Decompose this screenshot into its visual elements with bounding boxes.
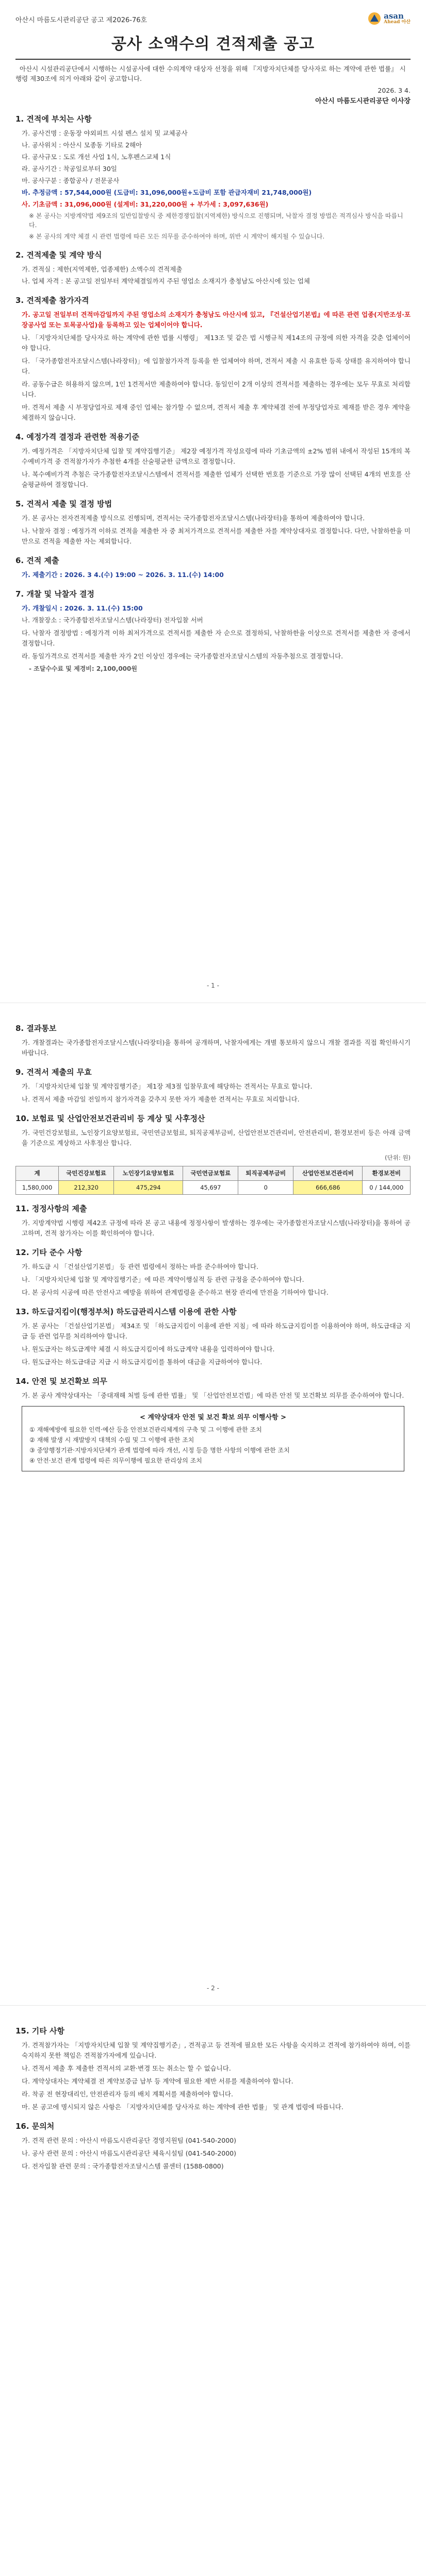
box-row: ① 재해예방에 필요한 인력·예산 등을 안전보건관리체계의 구축 및 그 이행에 관한 조치 [29,1426,262,1433]
safety-obligation-box [22,1406,404,1471]
logo-wordmark: asan Ahead 아산 [384,11,411,25]
section-paragraph: 가. 본 공사 계약상대자는 「중대재해 처벌 등에 관한 법률」 및 「산업안전보건법」에 따른 안전 및 보건확보 의무를 준수하여야 합니다. [22,1392,404,1399]
section-paragraph: 나. 「지방자치단체를 당사자로 하는 계약에 관한 법률 시행령」 제13조 및 같은 법 시행규칙 제14조의 규정에 의한 자격을 갖춘 업체이어야 합니다. [22,334,411,352]
table-cell: 0 / 144,000 [363,1181,411,1195]
contact-line: 가. 견적 관련 문의 : 아산시 마름도시관리공단 경영지원팀 (041-540-2000) [22,2137,237,2144]
table-header: 퇴직공제부금비 [238,1166,293,1181]
table-header: 노인장기요양보험료 [114,1166,183,1181]
fee-note: - 조달수수료 및 제경비: 2,100,000원 [29,665,137,672]
base-amount: 사. 기초금액 : 31,096,000원 (설계비: 31,220,000원 + 부가세 : 3,097,636원) [22,200,269,208]
contact-line: 다. 전자입찰 관련 문의 : 국가종합전자조달시스템 콜센터 (1588-0800) [22,2162,224,2170]
section-paragraph: 다. 계약상대자는 계약체결 전 계약보증금 납부 등 계약에 필요한 제반 서류를 제출하여야 합니다. [22,2077,293,2085]
table-header: 계 [16,1166,59,1181]
section-paragraph: 가. 국민건강보험료, 노인장기요양보험료, 국민연금보험료, 퇴직공제부금비, 산업안전보건관리비, 안전관리비, 환경보전비 등은 아래 금액을 기준으로 계상하고 사후정산 합니다. [22,1129,411,1147]
section-paragraph: 나. 복수예비가격 추첨은 국가종합전자조달시스템에서 견적서를 제출한 업체가 선택한 번호를 기준으로 가장 많이 선택된 4개의 번호를 산술평균하여 결정합니다. [22,470,411,488]
submission-period: 가. 제출기간 : 2026. 3 4.(수) 19:00 ~ 2026. 3. 11.(수) 14:00 [22,571,224,579]
table-row [16,1181,411,1195]
section-paragraph: 가. 본 공사는 전자견적제출 방식으로 진행되며, 견적서는 국가종합전자조달시스템(나라장터)을 통하여 제출하여야 합니다. [22,514,365,522]
organization-logo [367,11,411,26]
section-paragraph: 나. 원도급자는 하도급계약 체결 시 하도급지킴이에 하도급계약 내용을 입력하여야 합니다. [22,1345,275,1353]
section-heading: 10. 보험료 및 산업안전보건관리비 등 계상 및 사후정산 [15,1114,205,1123]
section-paragraph: 마. 본 공고에 명시되지 않은 사항은 「지방자치단체를 당사자로 하는 계약에 관한 법률」 및 관계 법령에 따릅니다. [22,2103,343,2111]
section-paragraph: 가. 「지방자치단체 입찰 및 계약집행기준」 제1장 제3절 입찰무효에 해당하는 견적서는 무효로 합니다. [22,1082,313,1090]
section-heading: 5. 견적서 제출 및 결정 방법 [15,499,112,509]
table-cell: 212,320 [59,1181,114,1195]
intro-paragraph: 아산시 시설관리공단에서 시행하는 시설공사에 대한 수의계약 대상자 선정을 위해 『지방자치단체를 당사자로 하는 계약에 관한 법률』 시행령 제30조에 의거 아래와 같이 공고합니다. [15,65,406,82]
section-heading: 6. 견적 제출 [15,556,59,565]
logo-mark-icon [367,11,382,26]
contact-line: 나. 공사 관련 문의 : 아산시 마름도시관리공단 체육시설팀 (041-540-2000) [22,2149,237,2157]
signer: 아산시 마름도시관리공단 이사장 [315,97,411,105]
box-row: ③ 중앙행정기관·지방자치단체가 관계 법령에 따라 개선, 시정 등을 명한 사항의 이행에 관한 조치 [29,1447,290,1454]
section-paragraph: 나. 견적서 제출 마감일 전일까지 참가자격을 갖추지 못한 자가 제출한 견적서는 무효로 처리합니다. [22,1095,300,1103]
section-paragraph: 라. 동일가격으로 견적서를 제출한 자가 2인 이상인 경우에는 국가종합전자조달시스템의 자동추첨으로 결정합니다. [22,652,343,660]
section-heading: 4. 예정가격 결정과 관련한 적용기준 [15,432,139,442]
section-item: 마. 공사구분 : 종합공사 / 전문공사 [22,177,120,184]
page-number: - 2 - [207,1985,219,1992]
section-paragraph: 나. 「지방자치단체 입찰 및 계약집행기준」에 따른 계약이행실적 등 관련 규정을 준수하여야 합니다. [22,1276,304,1283]
opening-datetime: 가. 개찰일시 : 2026. 3. 11.(수) 15:00 [22,604,143,612]
insurance-cost-table [15,1166,411,1195]
section-heading: 9. 견적서 제출의 무효 [15,1067,92,1077]
section-heading: 3. 견적제출 참가자격 [15,296,89,305]
section-note: ※ 본 공사의 계약 체결 시 관련 법령에 따른 모든 의무를 준수하여야 하며, 위반 시 계약이 해지될 수 있습니다. [29,233,325,240]
section-paragraph: 마. 견적서 제출 시 부정당업자로 제재 중인 업체는 참가할 수 없으며, 견적서 제출 후 계약체결 전에 부정당업자로 제재를 받은 경우 계약을 체결하지 않습니다. [22,403,411,421]
section-heading: 16. 문의처 [15,2122,55,2131]
section-heading: 1. 견적에 부치는 사항 [15,114,92,124]
document-page-2 [0,1003,426,2005]
page-number: - 1 - [207,982,219,989]
section-heading: 2. 견적제출 및 계약 방식 [15,250,102,260]
section-heading: 12. 기타 준수 사항 [15,1248,83,1257]
table-cell: 1,580,000 [16,1181,59,1195]
section-paragraph: 가. 공고일 전일부터 견적마감일까지 주된 영업소의 소재지가 충청남도 아산시에 있고, 『건설산업기본법』에 따른 관련 업종(지반조성·포장공사업 또는 토목공사업)을 등록하고 있는 업체이어야 합니다. [22,311,411,329]
table-unit: (단위: 원) [385,1154,411,1161]
section-paragraph: 다. 「국가종합전자조달시스템(나라장터)」에 입찰참가자격 등록을 한 업체여야 하며, 견적서 제출 시 유효한 등록 상태를 유지하여야 합니다. [22,357,411,375]
document-page-1 [0,0,426,1003]
section-heading: 15. 기타 사항 [15,2026,64,2036]
section-paragraph: 나. 낙찰자 결정 : 예정가격 이하로 견적을 제출한 자 중 최저가격으로 견적서를 제출한 자를 계약상대자로 결정합니다. 다만, 낙찰하한율 미만으로 견적을 제출한 자는 제외합니다. [22,527,411,545]
section-paragraph: 가. 견적참가자는 「지방자치단체 입찰 및 계약집행기준」, 견적공고 등 견적에 필요한 모든 사항을 숙지하고 견적에 참가하여야 하며, 이를 숙지하지 못한 책임은 견적참가자에게 있습니다. [22,2041,411,2059]
section-note: ※ 본 공사는 지방계약법 제9조의 일반입찰방식 중 제한경쟁입찰(지역제한) 방식으로 진행되며, 낙찰자 결정 방법은 적격심사 방식을 따릅니다. [29,212,403,229]
table-cell: 0 [238,1181,293,1195]
announcement-date: 2026. 3 4. [378,87,411,94]
box-row: ④ 안전·보건 관계 법령에 따른 의무이행에 필요한 관리상의 조치 [29,1457,202,1464]
table-header-row [16,1166,411,1181]
section-paragraph: 라. 착공 전 현장대리인, 안전관리자 등의 배치 계획서를 제출하여야 합니다. [22,2090,233,2098]
section-paragraph: 가. 본 공사는 「건설산업기본법」 제34조 및 「하도급지킴이 이용에 관한 지침」에 따라 하도급지킴이를 이용하여야 하며, 하도급대금 지급 등 관련 업무를 처리하여야 합니다. [22,1322,411,1340]
table-header: 산업안전보건관리비 [293,1166,363,1181]
section-paragraph: 가. 하도급 시 「건설산업기본법」 등 관련 법령에서 정하는 바를 준수하여야 합니다. [22,1263,259,1270]
section-paragraph: 가. 지방계약법 시행령 제42조 규정에 따라 본 공고 내용에 정정사항이 발생하는 경우에는 국가종합전자조달시스템(나라장터)을 통하여 공고하며, 견적 참가자는 이를 확인하여야 합니다. [22,1219,411,1237]
section-paragraph: 나. 견적서 제출 후 제출한 견적서의 교환·변경 또는 취소는 할 수 없습니다. [22,2064,231,2072]
section-heading: 11. 정정사항의 제출 [15,1204,87,1213]
table-cell: 666,686 [293,1181,363,1195]
table-cell: 475,294 [114,1181,183,1195]
table-cell: 45,697 [183,1181,238,1195]
table-header: 국민연금보험료 [183,1166,238,1181]
table-header: 환경보전비 [363,1166,411,1181]
section-heading: 14. 안전 및 보건확보 의무 [15,1377,107,1386]
section-paragraph: 가. 예정가격은 「지방자치단체 입찰 및 계약집행기준」 제2장 예정가격 작성요령에 따라 기초금액의 ±2% 범위 내에서 작성된 15개의 복수예비가격 중 견적참가자가 추첨한 4개를 산술평균한 금액으로 결정합니다. [22,447,411,465]
section-paragraph: 라. 공동수급은 허용하지 않으며, 1인 1견적서만 제출하여야 합니다. 동일인이 2개 이상의 견적서를 제출하는 경우에는 모두 무효로 처리합니다. [22,380,411,398]
section-item: 나. 공사위치 : 아산시 모종동 기타로 2해아 [22,141,142,149]
document-header [15,11,411,26]
section-paragraph: 다. 원도급자는 하도급대금 지급 시 하도급지킴이를 통하여 대금을 지급하여야 합니다. [22,1358,263,1366]
box-row: ② 재해 발생 시 재발방지 대책의 수립 및 그 이행에 관한 조치 [29,1436,194,1444]
box-title: < 계약상대자 안전 및 보건 확보 의무 이행사항 > [139,1414,287,1421]
section-item: 가. 공사건명 : 운동장 야외피트 시설 펜스 설치 및 교체공사 [22,129,188,137]
section-heading: 7. 개찰 및 낙찰자 결정 [15,589,94,599]
section-heading: 13. 하도급지킴이(행정부처) 하도급관리시스템 이용에 관한 사항 [15,1307,237,1316]
section-paragraph: 다. 낙찰자 결정방법 : 예정가격 이하 최저가격으로 견적서를 제출한 자 순으로 결정하되, 낙찰하한율 이상으로 견적서를 제출한 자 중에서 결정합니다. [22,629,411,647]
section-heading: 8. 결과통보 [15,1024,57,1033]
section-item: 라. 공사기간 : 착공일로부터 30일 [22,165,117,173]
section-item: 가. 견적실 : 제한(지역제한, 업종제한) 소액수의 견적제출 [22,265,183,273]
section-paragraph: 나. 개찰장소 : 국가종합전자조달시스템(나라장터) 전자입찰 서버 [22,616,203,624]
section-item: 다. 공사규모 : 도로 개선 사업 1식, 노후펜스교체 1식 [22,153,171,161]
document-page-3 [0,2005,426,2576]
section-item: 나. 업체 자격 : 본 공고일 전일부터 계약체결일까지 주된 영업소 소재지가 충청남도 아산시에 있는 업체 [22,277,310,285]
estimated-amount: 바. 추정금액 : 57,544,000원 (도급비: 31,096,000원+도급비 포함 관급자재비 21,748,000원) [22,189,312,196]
section-paragraph: 다. 본 공사의 시공에 따른 안전사고 예방을 위하여 관계법령을 준수하고 현장 관리에 만전을 기하여야 합니다. [22,1289,329,1296]
announcement-number: 아산시 마름도시관리공단 공고 제2026-76호 [15,16,148,24]
table-header: 국민건강보험료 [59,1166,114,1181]
document-title: 공사 소액수의 견적제출 공고 [15,31,411,60]
section-paragraph: 가. 개찰결과는 국가종합전자조달시스템(나라장터)을 통하여 공개하며, 낙찰자에게는 개별 통보하지 않으니 개찰 결과를 직접 확인하시기 바랍니다. [22,1039,411,1057]
